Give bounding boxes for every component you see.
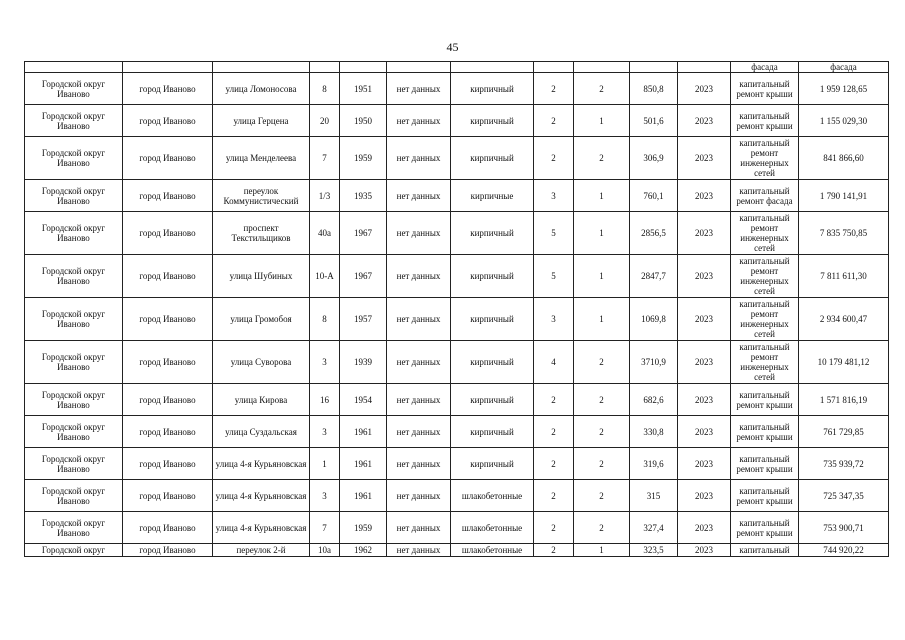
cell-ploshad: 760,1 [630,180,678,212]
cell-mat: шлакобетонные [451,512,534,544]
cell-nd: нет данных [387,544,451,557]
cell-vid: капитальный ремонт крыши [731,512,799,544]
cell-okrug: Городской округ Иваново [25,180,123,212]
table-row [25,73,889,105]
cell-vid: капитальный ремонт инженерных сетей [731,137,799,180]
cell-dom: 3 [310,341,340,384]
table-row-continuation [25,62,889,73]
capital-repair-table [24,61,889,557]
cell-nd: нет данных [387,255,451,298]
cell-etazh: 5 [534,255,574,298]
cell-gorod: город Иваново [123,180,213,212]
cell-srok: 2023 [678,448,731,480]
cell-ploshad: 682,6 [630,384,678,416]
cell-ulica: улица Суздальская [213,416,310,448]
cell-srok: 2023 [678,105,731,137]
cell-podezd: 1 [574,105,630,137]
cell-mat: кирпичный [451,448,534,480]
cell-dom: 20 [310,105,340,137]
table-row [25,255,889,298]
cell-ploshad: 330,8 [630,416,678,448]
cell-okrug: Городской округ Иваново [25,73,123,105]
cell-dom: 10-А [310,255,340,298]
cell-god: 1935 [340,180,387,212]
cell-vid: капитальный ремонт крыши [731,105,799,137]
table-row [25,416,889,448]
cell-summa: 1 155 029,30 [799,105,889,137]
cell-podezd: 1 [574,180,630,212]
cell-nd: нет данных [387,212,451,255]
cell-etazh: 2 [534,105,574,137]
cell-dom: 40а [310,212,340,255]
cell-dom: 8 [310,73,340,105]
cell-okrug: Городской округ Иваново [25,298,123,341]
cell-dom: 8 [310,298,340,341]
cell-summa: 841 866,60 [799,137,889,180]
cell-gorod: город Иваново [123,512,213,544]
cell-god: 1961 [340,416,387,448]
cell-nd: нет данных [387,137,451,180]
table-cell [574,62,630,73]
cell-ulica: переулок 2-й [213,544,310,557]
cell-okrug: Городской округ Иваново [25,341,123,384]
cell-gorod: город Иваново [123,341,213,384]
cell-ulica: улица Громобоя [213,298,310,341]
cell-summa: 7 811 611,30 [799,255,889,298]
cell-god: 1951 [340,73,387,105]
cell-gorod: город Иваново [123,416,213,448]
cell-srok: 2023 [678,255,731,298]
cell-okrug: Городской округ Иваново [25,137,123,180]
cell-vid: капитальный ремонт крыши [731,384,799,416]
cell-etazh: 5 [534,212,574,255]
cell-vid: капитальный ремонт крыши [731,480,799,512]
cell-gorod: город Иваново [123,105,213,137]
cell-okrug: Городской округ Иваново [25,255,123,298]
table-body [25,62,889,557]
cell-mat: кирпичный [451,137,534,180]
cell-srok: 2023 [678,544,731,557]
cell-summa: 10 179 481,12 [799,341,889,384]
cell-etazh: 2 [534,73,574,105]
table-row [25,105,889,137]
cell-ulica: улица 4-я Курьяновская [213,512,310,544]
cell-ulica: переулок Коммунистический [213,180,310,212]
table-cell [340,62,387,73]
cell-vid: капитальный ремонт крыши [731,448,799,480]
cell-nd: нет данных [387,448,451,480]
cell-mat: кирпичный [451,298,534,341]
cell-dom: 1/3 [310,180,340,212]
cell-podezd: 2 [574,384,630,416]
cell-god: 1959 [340,512,387,544]
table-row [25,384,889,416]
cell-etazh: 2 [534,480,574,512]
table-row [25,512,889,544]
cell-god: 1967 [340,255,387,298]
cell-god: 1962 [340,544,387,557]
cell-ulica: улица 4-я Курьяновская [213,448,310,480]
cell-nd: нет данных [387,384,451,416]
cell-ploshad: 501,6 [630,105,678,137]
cell-podezd: 2 [574,480,630,512]
cell-srok: 2023 [678,480,731,512]
cell-srok: 2023 [678,180,731,212]
cell-summa: 753 900,71 [799,512,889,544]
cell-ploshad: 315 [630,480,678,512]
cell-summa: 744 920,22 [799,544,889,557]
cell-srok: 2023 [678,416,731,448]
cell-etazh: 2 [534,544,574,557]
cell-srok: 2023 [678,512,731,544]
cell-podezd: 2 [574,416,630,448]
cell-etazh: 2 [534,137,574,180]
cell-dom: 3 [310,416,340,448]
cell-god: 1961 [340,480,387,512]
table-cell: фасада [731,62,799,73]
cell-ploshad: 319,6 [630,448,678,480]
cell-gorod: город Иваново [123,384,213,416]
page-number: 45 [446,40,459,54]
cell-srok: 2023 [678,212,731,255]
cell-okrug: Городской округ Иваново [25,212,123,255]
cell-podezd: 2 [574,137,630,180]
cell-okrug: Городской округ Иваново [25,384,123,416]
cell-ulica: проспект Текстильщиков [213,212,310,255]
table-cell [310,62,340,73]
cell-gorod: город Иваново [123,137,213,180]
cell-ploshad: 2856,5 [630,212,678,255]
cell-podezd: 2 [574,512,630,544]
cell-ulica: улица 4-я Курьяновская [213,480,310,512]
cell-nd: нет данных [387,298,451,341]
cell-srok: 2023 [678,137,731,180]
table-cell [678,62,731,73]
cell-srok: 2023 [678,384,731,416]
cell-summa: 7 835 750,85 [799,212,889,255]
cell-ploshad: 323,5 [630,544,678,557]
cell-nd: нет данных [387,73,451,105]
table-row [25,212,889,255]
cell-etazh: 2 [534,416,574,448]
cell-god: 1957 [340,298,387,341]
cell-summa: 2 934 600,47 [799,298,889,341]
cell-ploshad: 1069,8 [630,298,678,341]
cell-etazh: 3 [534,180,574,212]
cell-mat: кирпичные [451,180,534,212]
cell-podezd: 1 [574,255,630,298]
cell-dom: 1 [310,448,340,480]
cell-ploshad: 2847,7 [630,255,678,298]
cell-mat: кирпичный [451,73,534,105]
cell-etazh: 4 [534,341,574,384]
cell-podezd: 1 [574,298,630,341]
cell-podezd: 2 [574,341,630,384]
cell-summa: 1 790 141,91 [799,180,889,212]
table-cell [534,62,574,73]
cell-nd: нет данных [387,180,451,212]
cell-god: 1959 [340,137,387,180]
cell-god: 1954 [340,384,387,416]
cell-ulica: улица Суворова [213,341,310,384]
table-cell [451,62,534,73]
cell-gorod: город Иваново [123,448,213,480]
cell-gorod: город Иваново [123,480,213,512]
cell-okrug: Городской округ Иваново [25,480,123,512]
cell-ploshad: 3710,9 [630,341,678,384]
cell-etazh: 2 [534,512,574,544]
cell-dom: 7 [310,512,340,544]
table-row [25,298,889,341]
cell-dom: 16 [310,384,340,416]
cell-god: 1950 [340,105,387,137]
cell-ulica: улица Шубиных [213,255,310,298]
table-row [25,180,889,212]
table-cell: фасада [799,62,889,73]
table-row [25,137,889,180]
cell-summa: 735 939,72 [799,448,889,480]
cell-nd: нет данных [387,480,451,512]
cell-dom: 10а [310,544,340,557]
cell-summa: 1 959 128,65 [799,73,889,105]
cell-summa: 761 729,85 [799,416,889,448]
cell-god: 1967 [340,212,387,255]
cell-vid: капитальный ремонт крыши [731,416,799,448]
cell-dom: 3 [310,480,340,512]
table-row [25,544,889,557]
cell-vid: капитальный ремонт фасада [731,180,799,212]
cell-okrug: Городской округ [25,544,123,557]
table-row [25,480,889,512]
cell-vid: капитальный ремонт инженерных сетей [731,255,799,298]
cell-ulica: улица Менделеева [213,137,310,180]
cell-ulica: улица Герцена [213,105,310,137]
cell-mat: кирпичный [451,105,534,137]
cell-gorod: город Иваново [123,298,213,341]
cell-gorod: город Иваново [123,544,213,557]
cell-nd: нет данных [387,512,451,544]
cell-summa: 1 571 816,19 [799,384,889,416]
cell-mat: кирпичный [451,416,534,448]
table-cell [387,62,451,73]
cell-nd: нет данных [387,416,451,448]
cell-srok: 2023 [678,341,731,384]
cell-podezd: 1 [574,544,630,557]
cell-okrug: Городской округ Иваново [25,416,123,448]
cell-god: 1961 [340,448,387,480]
cell-mat: кирпичный [451,341,534,384]
cell-ulica: улица Ломоносова [213,73,310,105]
cell-mat: шлакобетонные [451,544,534,557]
table-cell [630,62,678,73]
cell-etazh: 2 [534,384,574,416]
cell-nd: нет данных [387,341,451,384]
cell-gorod: город Иваново [123,212,213,255]
cell-etazh: 3 [534,298,574,341]
table-cell [123,62,213,73]
cell-nd: нет данных [387,105,451,137]
cell-etazh: 2 [534,448,574,480]
cell-srok: 2023 [678,298,731,341]
cell-dom: 7 [310,137,340,180]
cell-mat: кирпичный [451,255,534,298]
cell-gorod: город Иваново [123,255,213,298]
cell-vid: капитальный ремонт крыши [731,73,799,105]
cell-vid: капитальный ремонт инженерных сетей [731,298,799,341]
cell-ulica: улица Кирова [213,384,310,416]
cell-vid: капитальный ремонт инженерных сетей [731,212,799,255]
cell-srok: 2023 [678,73,731,105]
cell-podezd: 2 [574,448,630,480]
cell-ploshad: 306,9 [630,137,678,180]
table-cell [213,62,310,73]
cell-mat: кирпичный [451,212,534,255]
cell-ploshad: 327,4 [630,512,678,544]
cell-mat: шлакобетонные [451,480,534,512]
cell-mat: кирпичный [451,384,534,416]
cell-vid: капитальный [731,544,799,557]
cell-okrug: Городской округ Иваново [25,512,123,544]
table-row [25,341,889,384]
cell-god: 1939 [340,341,387,384]
cell-vid: капитальный ремонт инженерных сетей [731,341,799,384]
table-row [25,448,889,480]
cell-okrug: Городской округ Иваново [25,105,123,137]
cell-ploshad: 850,8 [630,73,678,105]
cell-okrug: Городской округ Иваново [25,448,123,480]
table-cell [25,62,123,73]
cell-summa: 725 347,35 [799,480,889,512]
cell-podezd: 2 [574,73,630,105]
cell-gorod: город Иваново [123,73,213,105]
cell-podezd: 1 [574,212,630,255]
